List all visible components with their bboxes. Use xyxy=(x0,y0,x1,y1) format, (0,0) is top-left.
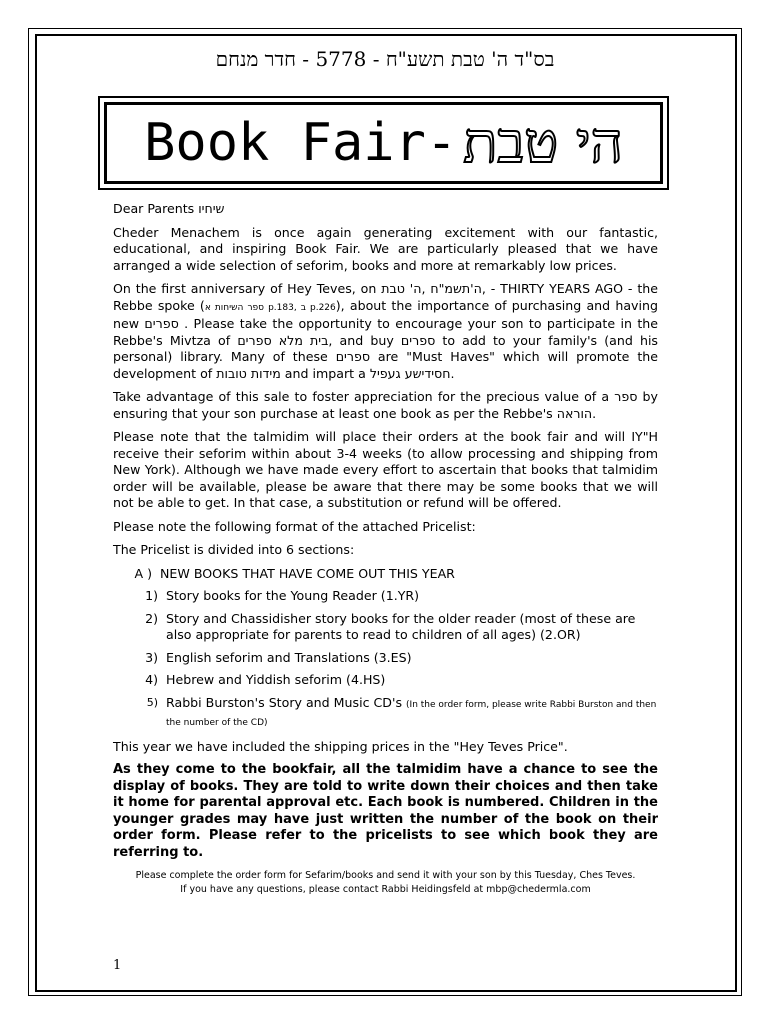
list-item-number: A ) xyxy=(134,565,152,581)
footer-line-2: If you have any questions, please contact Rabbi Heidingsfeld at mbp@chedermla.com xyxy=(180,884,591,895)
list-item-number: 2) xyxy=(145,610,158,626)
paragraph-sale: Take advantage of this sale to foster appreciation for the precious value of a ספר by ensuring that your son purchase at least one book as per the Rebbe's הוראה. xyxy=(113,389,658,421)
paragraph-sections-intro: The Pricelist is divided into 6 sections: xyxy=(113,542,355,557)
banner-hebrew-title: הי טבת xyxy=(463,110,623,176)
paragraph-intro: Cheder Menachem is once again generating excitement with our fantastic, educational, and inspiring Book Fair. We are particularly pleased that we have arranged a wide selection of seforim, books and more at remarkably low prices. xyxy=(113,224,658,273)
title-banner xyxy=(98,96,669,190)
sections-list xyxy=(113,566,658,732)
paragraph-bold-instructions: As they come to the bookfair, all the talmidim have a chance to see the display of books. They are told to write down their choices and then take it home for parental approval etc. Each book is numbered. Children in the younger grades may have just written the number of the book on their order form. Please refer to the pricelists to see which book they are referring to. xyxy=(113,762,658,860)
salutation: Dear Parents שיחיו xyxy=(113,201,225,216)
list-item xyxy=(113,611,658,644)
list-item-text: Story and Chassidisher story books for the older reader (most of these are also appropriate for parents to read to children of all ages) (2.OR) xyxy=(166,610,636,642)
footer-note xyxy=(113,869,658,897)
list-item-text: English seforim and Translations (3.ES) xyxy=(166,649,412,665)
paragraph-format-note: Please note the following format of the attached Pricelist: xyxy=(113,518,476,534)
paragraph-orders: Please note that the talmidim will place their orders at the book fair and will IY"H receive their seforim within about 3-4 weeks (to allow processing and shipping from New York). Although we have made every effort to ascertain that books that talmidim order will be available, please be aware that there may be some books that we will not be able to get. In that case, a substitution or refund will be offered. xyxy=(113,429,658,510)
list-item xyxy=(113,672,658,689)
section5-note: (In the order form, please write Rabbi Burston and then the number of the CD) xyxy=(166,699,657,728)
list-item-text: NEW BOOKS THAT HAVE COME OUT THIS YEAR xyxy=(160,565,455,581)
list-item xyxy=(113,695,658,732)
list-item-text: Hebrew and Yiddish seforim (4.HS) xyxy=(166,672,386,687)
sichos-reference: ספר השיחות א p.183, ב p.226 xyxy=(204,302,336,313)
paragraph-shipping: This year we have included the shipping prices in the "Hey Teves Price". xyxy=(113,738,568,754)
letter-body xyxy=(113,201,658,897)
page-header: בס"ד ה' טבת תשע"ח - 5778 - חדר מנחם xyxy=(215,47,555,71)
list-item-number: 4) xyxy=(145,672,158,687)
paragraph-anniversary-part1: On the first anniversary of Hey Teves, on ה'תשמ"ח ,ה' טבת, - THIRTY YEARS AGO - the Rebbe spoke ( xyxy=(113,281,659,313)
list-item xyxy=(113,588,658,605)
list-item-text: Story books for the Young Reader (1.YR) xyxy=(166,588,420,603)
paragraph-anniversary-part2: ), about the importance of purchasing and having new ספרים . Please take the opportunity to encourage your son to participate in the Rebbe's Mivtza of בית מלא ספרים, and buy ספרים to add to your family's (and his personal) library. Many of these ספרים are "Must Haves" which will promote the development of מידות טובות and impart a חסידישע געפיל. xyxy=(113,297,659,381)
list-item-number: 5) xyxy=(146,695,158,709)
list-item xyxy=(113,650,658,667)
title-banner-frame xyxy=(104,102,663,184)
page-number: 1 xyxy=(113,958,122,973)
paragraph-anniversary xyxy=(113,281,658,382)
banner-title: Book Fair- xyxy=(144,113,458,173)
section5-text: Rabbi Burston's Story and Music CD's xyxy=(166,694,403,710)
list-item xyxy=(113,566,658,583)
footer-line-1: Please complete the order form for Sefarim/books and send it with your son by this Tuesday, Ches Teves. xyxy=(135,870,636,881)
list-item-number: 1) xyxy=(145,588,158,603)
list-item-text xyxy=(166,695,658,732)
list-item-number: 3) xyxy=(145,649,158,665)
